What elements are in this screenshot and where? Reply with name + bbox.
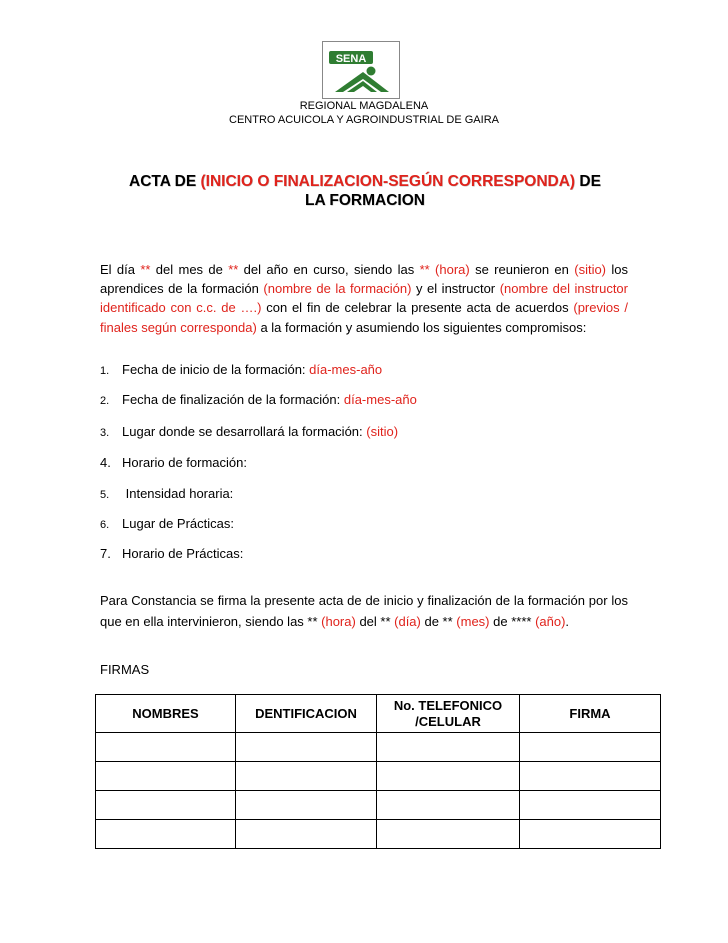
table-cell[interactable] xyxy=(520,820,661,849)
table-cell[interactable] xyxy=(377,791,520,820)
table-row xyxy=(96,762,661,791)
closing-text: del ** xyxy=(355,614,395,629)
table-cell[interactable] xyxy=(377,733,520,762)
intro-placeholder: (nombre de la formación) xyxy=(263,281,412,297)
table-cell[interactable] xyxy=(236,733,377,762)
intro-text: los aprendices de la formación xyxy=(100,262,628,297)
closing-text: Para Constancia se firma la presente acta de de inicio y finalización de la formación por los que en ella intervinieron, siendo las ** xyxy=(100,593,628,629)
closing-text: de ** xyxy=(420,614,457,629)
intro-text: se reunieron en xyxy=(469,262,575,277)
list-item xyxy=(100,516,234,531)
sena-logo xyxy=(322,41,400,99)
intro-text: El día xyxy=(100,262,141,277)
item-label: Fecha de inicio de la formación: xyxy=(122,362,310,377)
title-highlight: (INICIO O FINALIZACION-SEGÚN CORRESPONDA) xyxy=(200,173,576,190)
table-cell[interactable] xyxy=(96,791,236,820)
intro-placeholder: (nombre del instructor identificado con c.c. de ….) xyxy=(100,281,628,316)
header-regional: REGIONAL MAGDALENA xyxy=(299,100,429,112)
signature-table xyxy=(95,694,661,849)
intro-placeholder: (previos / finales según corresponda) xyxy=(100,300,628,335)
item-number: 7. xyxy=(100,546,111,561)
logo-text: SENA xyxy=(335,53,367,65)
table-header-row xyxy=(96,695,661,733)
list-item xyxy=(100,486,233,501)
item-number: 4. xyxy=(100,455,111,470)
item-value: día-mes-año xyxy=(343,392,417,407)
table-row xyxy=(96,733,661,762)
table-cell[interactable] xyxy=(236,762,377,791)
item-value: (sitio) xyxy=(366,424,399,439)
intro-placeholder: ** xyxy=(140,262,151,277)
closing-text: . xyxy=(565,614,570,629)
item-label: Lugar donde se desarrollará la formación: xyxy=(122,424,367,439)
item-number: 1. xyxy=(100,365,110,377)
closing-placeholder: (mes) xyxy=(456,614,490,629)
item-number: 3. xyxy=(100,427,110,439)
closing-placeholder: (año) xyxy=(535,614,566,629)
list-item xyxy=(100,424,398,439)
closing-placeholder: (día) xyxy=(394,614,421,629)
intro-text: a la formación y asumiendo los siguientes compromisos: xyxy=(256,319,587,335)
item-label: Horario de formación: xyxy=(122,455,247,470)
list-item xyxy=(100,455,247,470)
table-cell[interactable] xyxy=(236,820,377,849)
table-cell[interactable] xyxy=(520,791,661,820)
intro-placeholder: ** xyxy=(228,262,239,277)
item-number: 2. xyxy=(100,395,110,407)
intro-text: del mes de xyxy=(150,262,229,277)
item-label: Horario de Prácticas: xyxy=(122,546,244,561)
table-row xyxy=(96,820,661,849)
header-identificacion: DENTIFICACION xyxy=(236,695,377,733)
table-cell[interactable] xyxy=(520,762,661,791)
table-row xyxy=(96,791,661,820)
header-center: CENTRO ACUICOLA Y AGROINDUSTRIAL DE GAIRA xyxy=(229,114,499,126)
title-line2: LA FORMACION xyxy=(305,192,425,209)
intro-paragraph xyxy=(100,260,628,337)
closing-placeholder: (hora) xyxy=(321,614,356,629)
item-label: Intensidad horaria: xyxy=(122,486,234,501)
table-cell[interactable] xyxy=(377,820,520,849)
table-cell[interactable] xyxy=(236,791,377,820)
list-item xyxy=(100,546,243,561)
title-prefix: ACTA DE xyxy=(129,173,201,190)
header-telefono: No. TELEFONICO /CELULAR xyxy=(377,695,520,733)
intro-text: y el instructor xyxy=(411,281,500,297)
header-nombres: NOMBRES xyxy=(96,695,236,733)
item-label: Lugar de Prácticas: xyxy=(122,516,235,531)
table-cell[interactable] xyxy=(96,733,236,762)
intro-text: del año en curso, siendo las xyxy=(238,262,420,277)
table-cell[interactable] xyxy=(520,733,661,762)
list-item xyxy=(100,392,417,407)
document-title xyxy=(100,172,630,210)
item-number: 5. xyxy=(100,489,110,501)
intro-text: con el fin de celebrar la presente acta de acuerdos xyxy=(261,300,574,316)
firmas-label: FIRMAS xyxy=(100,662,150,677)
intro-placeholder: (sitio) xyxy=(574,262,607,277)
header-firma: FIRMA xyxy=(520,695,661,733)
item-value: día-mes-año xyxy=(309,362,383,377)
table-cell[interactable] xyxy=(96,820,236,849)
closing-paragraph xyxy=(100,590,628,632)
item-label: Fecha de finalización de la formación: xyxy=(122,392,344,407)
table-cell[interactable] xyxy=(96,762,236,791)
list-item xyxy=(100,362,382,377)
item-number: 6. xyxy=(100,519,110,531)
title-suffix: DE xyxy=(575,173,601,190)
intro-placeholder: ** (hora) xyxy=(419,262,470,277)
closing-text: de **** xyxy=(489,614,536,629)
table-cell[interactable] xyxy=(377,762,520,791)
